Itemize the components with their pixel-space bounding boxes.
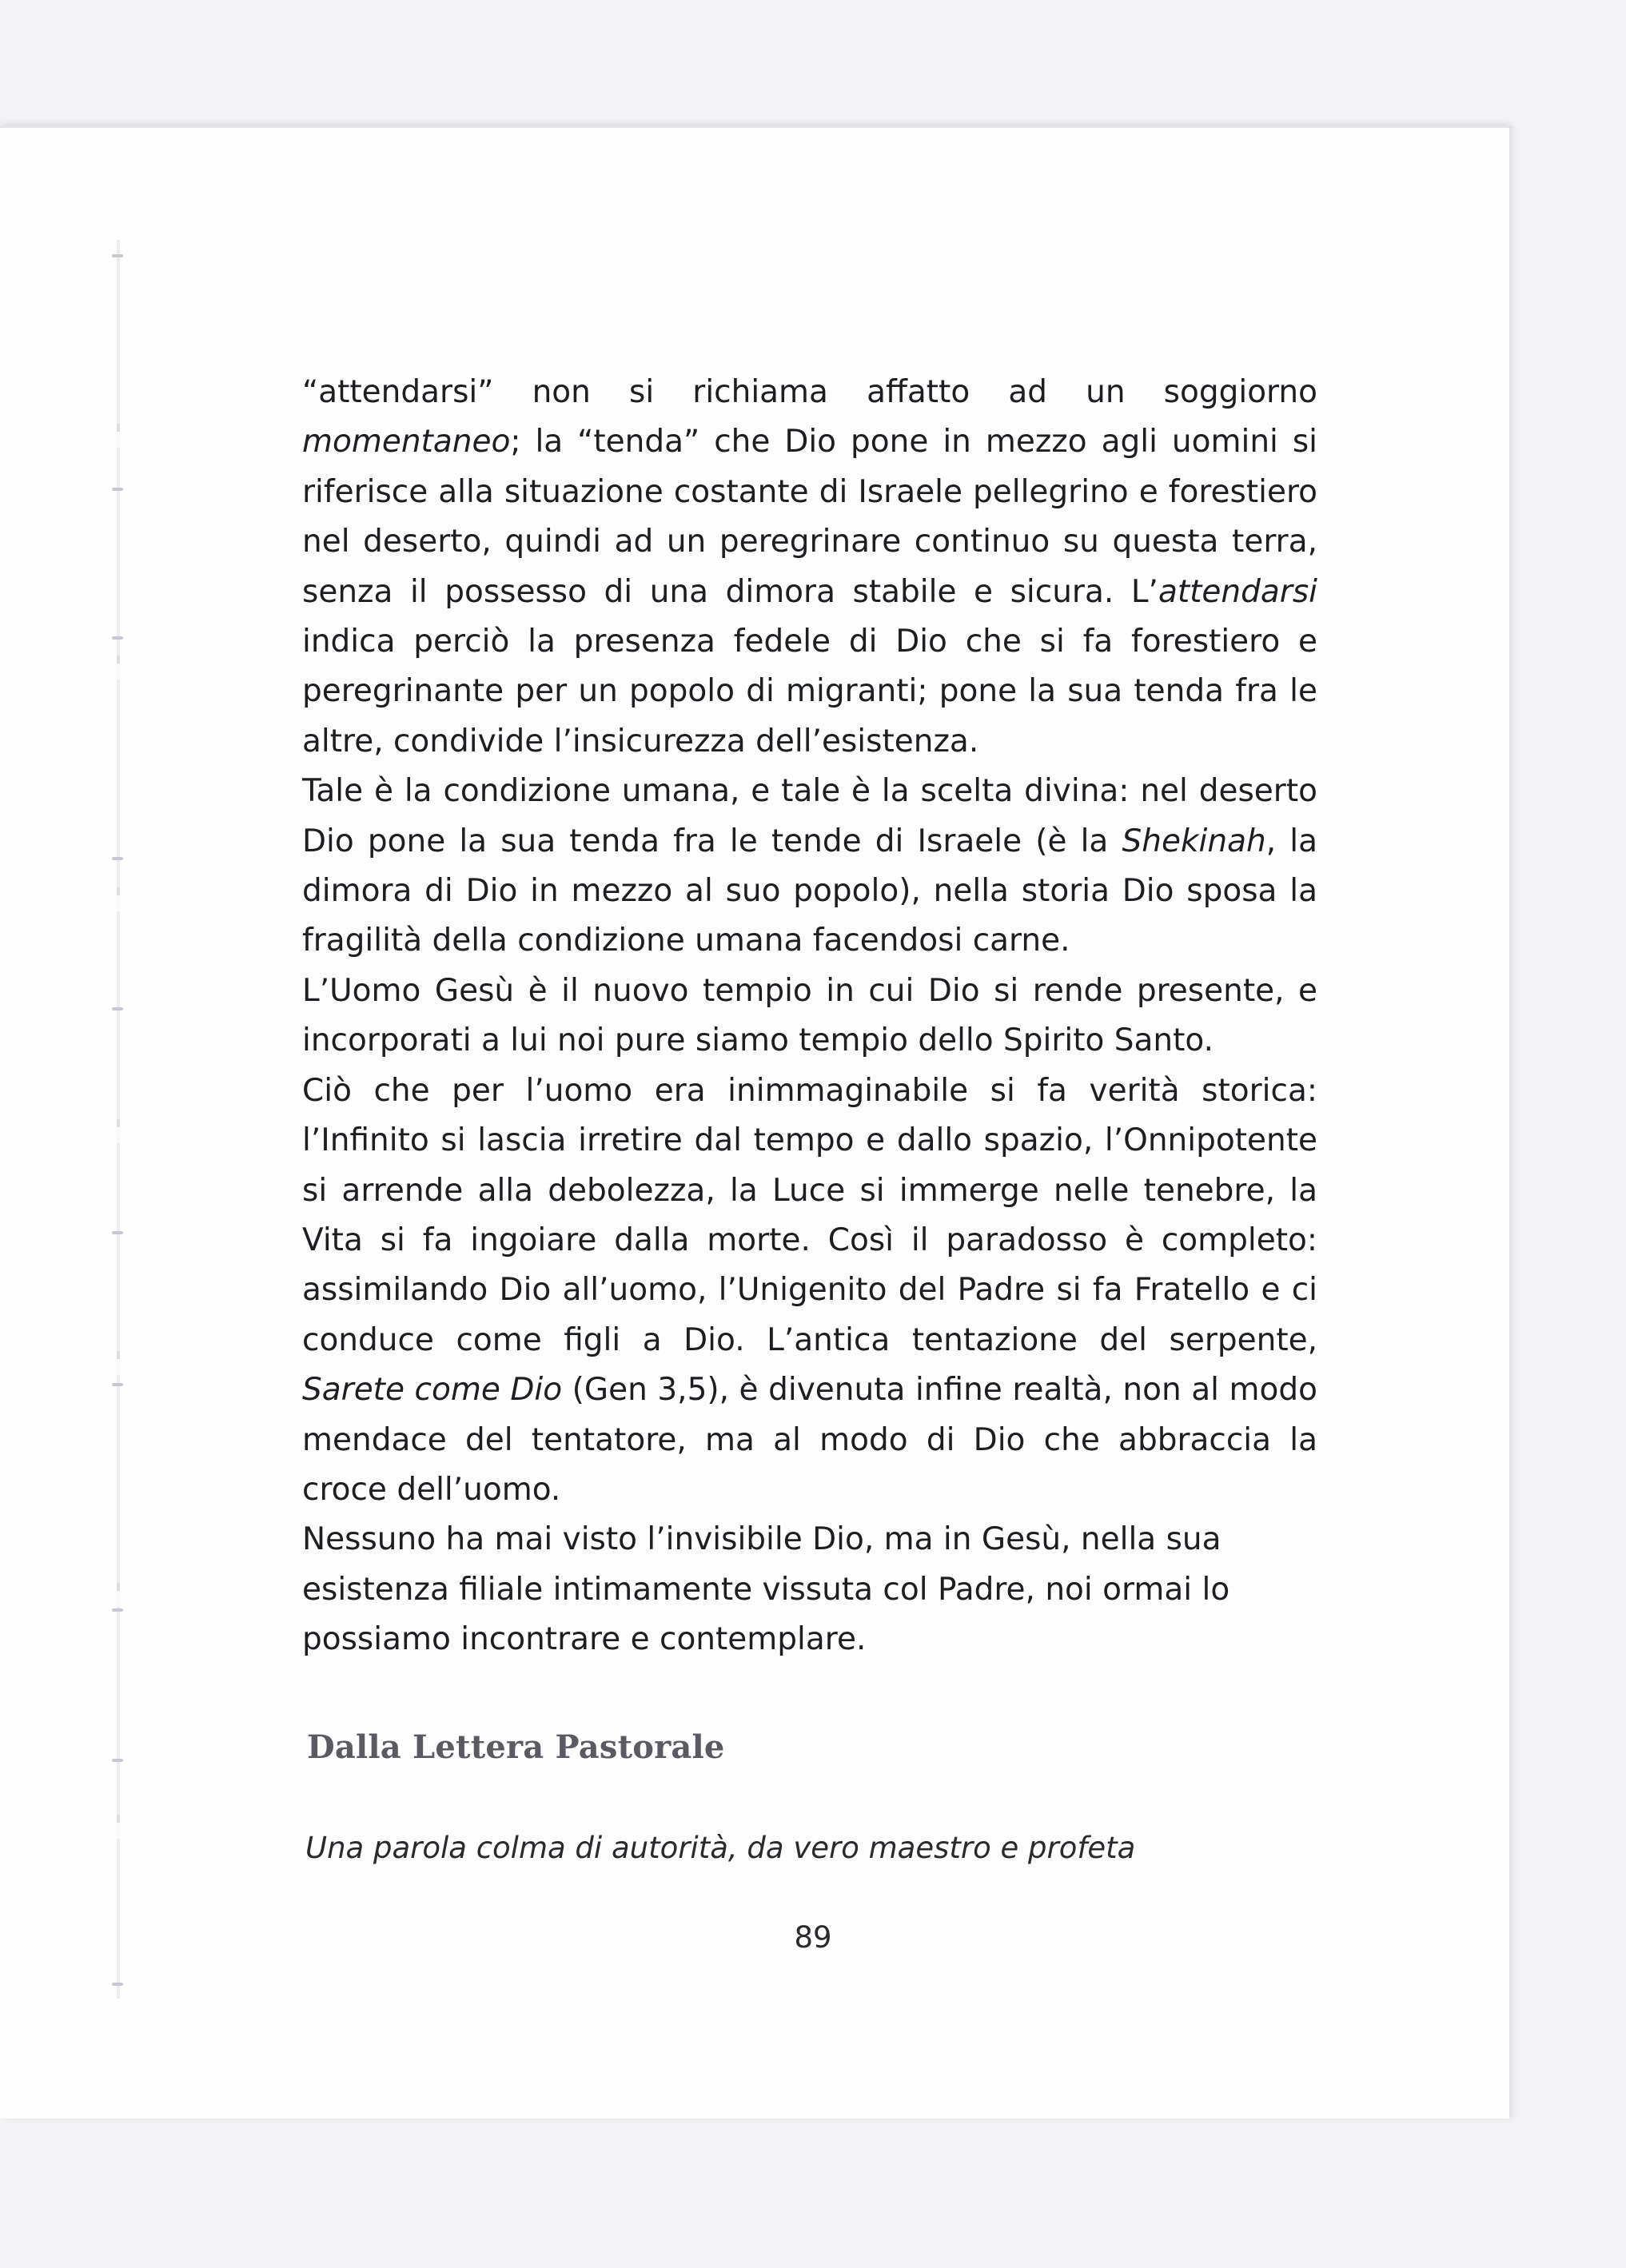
- text-span: Tale è la condizione umana, e tale è la scelta divina: nel deserto Dio pone la sua tenda fra le tende di Israele (è la: [302, 773, 1317, 859]
- binding-thread: [117, 240, 120, 1999]
- text-span: (Gen 3,5), è divenuta infine realtà, non al modo mendace del tentatore, ma al modo di Dio che abbraccia la croce dell’uomo.: [302, 1372, 1318, 1508]
- text-span: Ciò che per l’uomo era inimmaginabile si fa verità storica: l’Infinito si lascia irretire dal tempo e dallo spazio, l’Onnipotente si arrende alla debolezza, la Luce si immerge nelle tenebre, la Vita si fa ingoiare dalla morte. Così il paradosso è completo: assimilando Dio all’uomo, l’Unigenito del Padre si fa Fratello e ci conduce come figli a Dio. L’antica tentazione del serpente,: [302, 1072, 1317, 1358]
- text-span: “attendarsi” non si richiama affatto ad un soggiorno: [302, 374, 1317, 410]
- binding-stitch: [112, 1231, 123, 1234]
- paragraph-nessuno: Nessuno ha mai visto l’invisibile Dio, ma in Gesù, nella sua esistenza filiale intimamente vissuta col Padre, noi ormai lo possiamo incontrare e contemplare.: [302, 1521, 1230, 1658]
- page-number: 89: [794, 1920, 832, 1955]
- binding-stitch: [112, 488, 123, 491]
- italic-term-shekinah: Shekinah: [1122, 823, 1266, 859]
- paragraph-condizione-umana: [302, 767, 1317, 967]
- section-title: Dalla Lettera Pastorale: [307, 1728, 725, 1766]
- binding-stitch: [112, 1383, 123, 1386]
- paragraph-uomo-gesu: L’Uomo Gesù è il nuovo tempio in cui Dio si rende presente, e incorporati a lui noi pure siamo tempio dello Spirito Santo.: [302, 972, 1317, 1059]
- page-edge: [1509, 126, 1516, 2117]
- binding-stitch: [112, 1759, 123, 1762]
- binding-stitch: [112, 1608, 123, 1612]
- italic-term-attendarsi: attendarsi: [1158, 573, 1317, 610]
- binding-stitch: [112, 857, 123, 860]
- body-text: [302, 368, 1317, 1665]
- text-span: indica perciò la presenza fedele di Dio che si fa forestiero e peregrinante per un popolo di migranti; pone la sua tenda fra le altre, condivide l’insicurezza dell’esistenza.: [302, 624, 1317, 759]
- text-span: , la dimora di Dio in mezzo al suo popolo), nella storia Dio sposa la fragilità della condizione umana facendosi carne.: [302, 823, 1317, 959]
- paragraph-attendarsi: [302, 368, 1317, 767]
- paragraph-paradosso: [302, 1066, 1317, 1516]
- italic-term-momentaneo: momentaneo: [302, 424, 511, 460]
- binding-stitch: [112, 254, 123, 257]
- binding-stitch: [112, 1983, 123, 1986]
- text-span: ; la “tenda” che Dio pone in mezzo agli uomini si riferisce alla situazione costante di Israele pellegrino e forestiero nel deserto, quindi ad un peregrinare continuo su questa terra, senza il possesso di una dimora stabile e sicura. L’: [302, 424, 1317, 610]
- section-subtitle: Una parola colma di autorità, da vero maestro e profeta: [305, 1831, 1136, 1865]
- italic-quote-sarete-come-dio: Sarete come Dio: [302, 1372, 563, 1409]
- binding-stitch: [112, 636, 123, 640]
- binding-stitch: [112, 1007, 123, 1010]
